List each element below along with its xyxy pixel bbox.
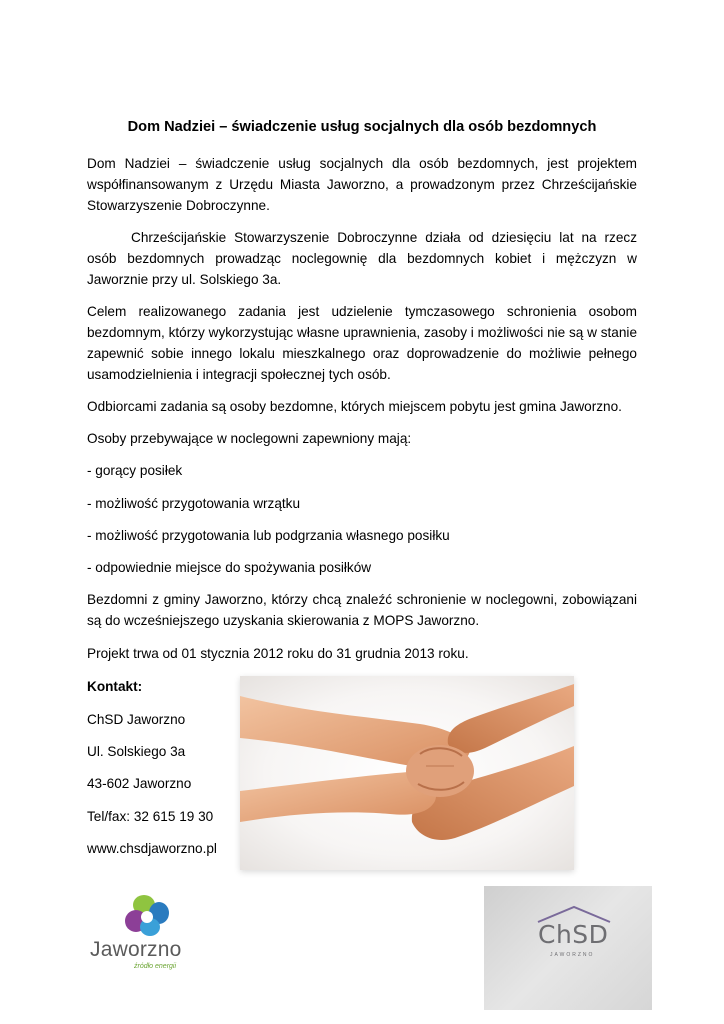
list-item: - odpowiednie miejsce do spożywania posiłków	[87, 560, 372, 575]
jaworzno-logo-icon	[114, 893, 184, 941]
hands-photo	[240, 676, 574, 870]
contact-website[interactable]: www.chsdjaworzno.pl	[87, 841, 217, 856]
chsd-logo-word: ChSD	[538, 920, 609, 949]
chsd-logo	[484, 886, 652, 1010]
contact-street: Ul. Solskiego 3a	[87, 744, 186, 759]
chsd-logo-subtitle: JAWORZNO	[550, 952, 595, 958]
page-title: Dom Nadziei – świadczenie usług socjalnych dla osób bezdomnych	[127, 119, 597, 135]
contact-heading: Kontakt:	[87, 679, 143, 694]
provisions-intro: Osoby przebywające w noclegowni zapewniony mają:	[87, 431, 412, 446]
contact-phone: Tel/fax: 32 615 19 30	[87, 809, 214, 824]
contact-city: 43-602 Jaworzno	[87, 776, 192, 791]
list-item: - gorący posiłek	[87, 463, 183, 478]
list-item: - możliwość przygotowania wrzątku	[87, 496, 301, 511]
list-item: - możliwość przygotowania lub podgrzania własnego posiłku	[87, 528, 450, 543]
goal-paragraph: Celem realizowanego zadania jest udzielenie tymczasowego schronienia osobom bezdomnym, którzy wykorzystując własne uprawnienia, zasoby i możliwości nie są w stanie zapewnić sobie innego lokalu mieszkalnego oraz doprowadzenie do możliwie pełnego usamodzielnienia i integracji społecznej tych osób.	[87, 304, 638, 382]
jaworzno-logo	[90, 893, 200, 973]
duration-paragraph: Projekt trwa od 01 stycznia 2012 roku do 31 grudnia 2013 roku.	[87, 646, 469, 661]
jaworzno-logo-word: Jaworzno	[90, 938, 182, 961]
intro-paragraph: Dom Nadziei – świadczenie usług socjalnych dla osób bezdomnych, jest projektem współfinansowanym z Urzędu Miasta Jaworzno, a prowadzonym przez Chrześcijańskie Stowarzyszenie Dobroczynne.	[87, 156, 637, 213]
referral-paragraph: Bezdomni z gminy Jaworzno, którzy chcą znaleźć schronienie w noclegowni, zobowiązani są do wcześniejszego uzyskania skierowania z MOPS Jaworzno.	[87, 592, 637, 628]
organization-paragraph: Chrześcijańskie Stowarzyszenie Dobroczynne działa od dziesięciu lat na rzecz osób bezdomnych prowadząc noclegownię dla bezdomnych kobiet i mężczyzn w Jaworznie przy ul. Solskiego 3a.	[87, 230, 637, 287]
recipients-paragraph: Odbiorcami zadania są osoby bezdomne, których miejscem pobytu jest gmina Jaworzno.	[87, 399, 622, 414]
contact-org: ChSD Jaworzno	[87, 712, 186, 727]
jaworzno-logo-tagline: źródło energii	[134, 963, 177, 970]
